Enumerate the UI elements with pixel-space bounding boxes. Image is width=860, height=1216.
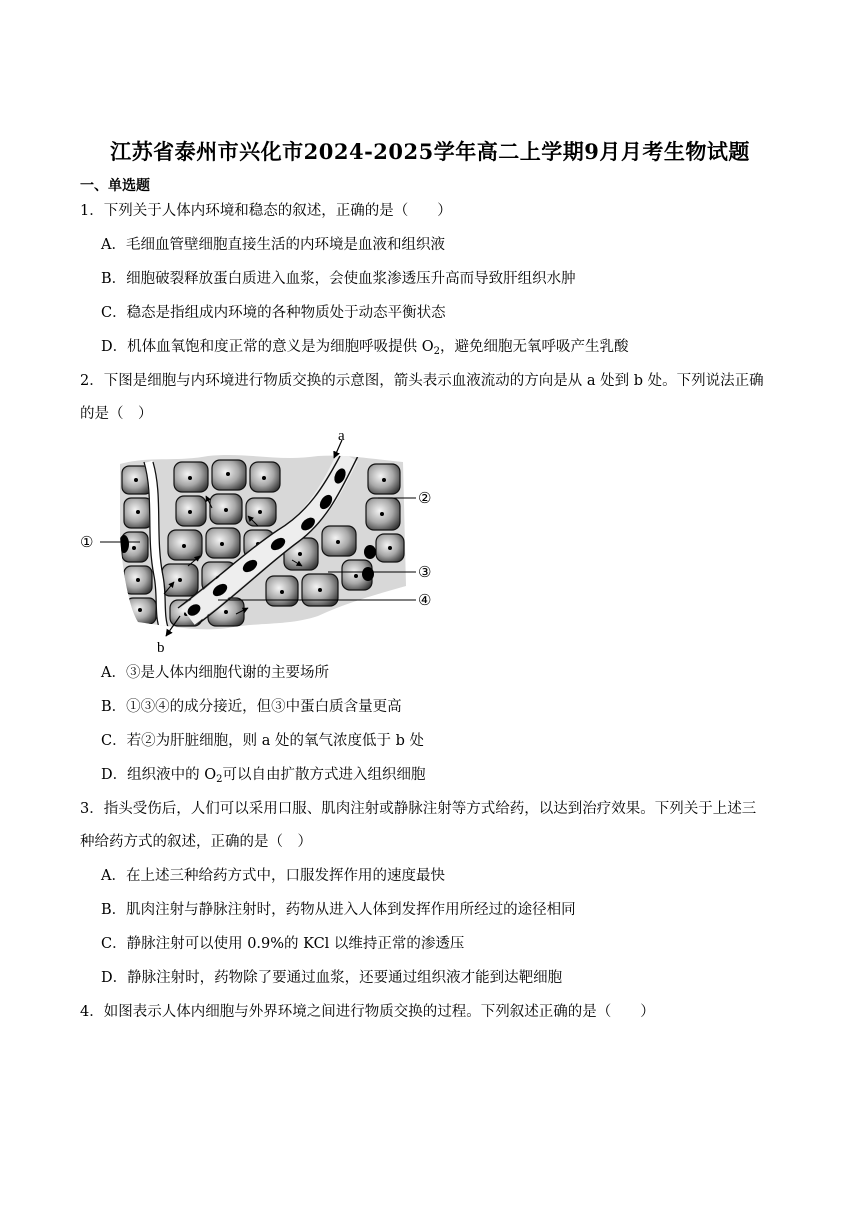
question-1-option-a: A．毛细血管壁细胞直接生活的内环境是血液和组织液 — [101, 237, 445, 253]
question-1-option-d: D．机体血氧饱和度正常的意义是为细胞呼吸提供 $O_2$，避免细胞无氧呼吸产生乳酸 — [101, 339, 629, 357]
question-2-option-d: D．组织液中的 $O_2$可以自由扩散方式进入组织细胞 — [101, 767, 426, 785]
label-b: b — [157, 640, 165, 656]
label-2: ② — [418, 491, 432, 507]
question-3-option-c: C．静脉注射可以使用 0.9%的 KCl 以维持正常的渗透压 — [101, 936, 465, 952]
question-2-stem-line-2: 的是（ ） — [80, 406, 153, 422]
question-1-stem: 1．下列关于人体内环境和稳态的叙述，正确的是（ ） — [80, 203, 452, 219]
label-1: ① — [80, 535, 94, 551]
question-2-option-b: B．①③④的成分接近，但③中蛋白质含量更高 — [101, 699, 402, 715]
question-2-stem-line-1: 2．下图是细胞与内环境进行物质交换的示意图，箭头表示血液流动的方向是从 a 处到 b 处。下列说法正确 — [80, 373, 764, 389]
question-3-stem-line-1: 3．指头受伤后，人们可以采用口服、肌肉注射或静脉注射等方式给药，以达到治疗效果。下列关于上述三 — [80, 801, 757, 817]
label-3: ③ — [418, 565, 432, 581]
question-3-option-b: B．肌肉注射与静脉注射时，药物从进入人体到发挥作用所经过的途径相同 — [101, 902, 576, 918]
question-3-stem-line-2: 种给药方式的叙述，正确的是（ ） — [80, 834, 312, 850]
question-1-option-c: C．稳态是指组成内环境的各种物质处于动态平衡状态 — [101, 305, 446, 321]
question-2-option-a: A．③是人体内细胞代谢的主要场所 — [101, 665, 329, 681]
question-3-option-a: A．在上述三种给药方式中，口服发挥作用的速度最快 — [101, 868, 445, 884]
tissue-exchange-diagram — [78, 426, 450, 658]
label-4: ④ — [418, 593, 432, 609]
question-4-stem: 4．如图表示人体内细胞与外界环境之间进行物质交换的过程。下列叙述正确的是（ ） — [80, 1004, 655, 1020]
label-a: a — [338, 428, 345, 444]
question-2-option-c: C．若②为肝脏细胞，则 a 处的氧气浓度低于 b 处 — [101, 733, 424, 749]
question-1-option-b: B．细胞破裂释放蛋白质进入血浆，会使血浆渗透压升高而导致肝组织水肿 — [101, 271, 576, 287]
section-heading: 一、单选题 — [80, 178, 150, 194]
question-3-option-d: D．静脉注射时，药物除了要通过血浆，还要通过组织液才能到达靶细胞 — [101, 970, 563, 986]
page-title: 江苏省泰州市兴化市2024-2025学年高二上学期9月月考生物试题 — [110, 139, 750, 164]
